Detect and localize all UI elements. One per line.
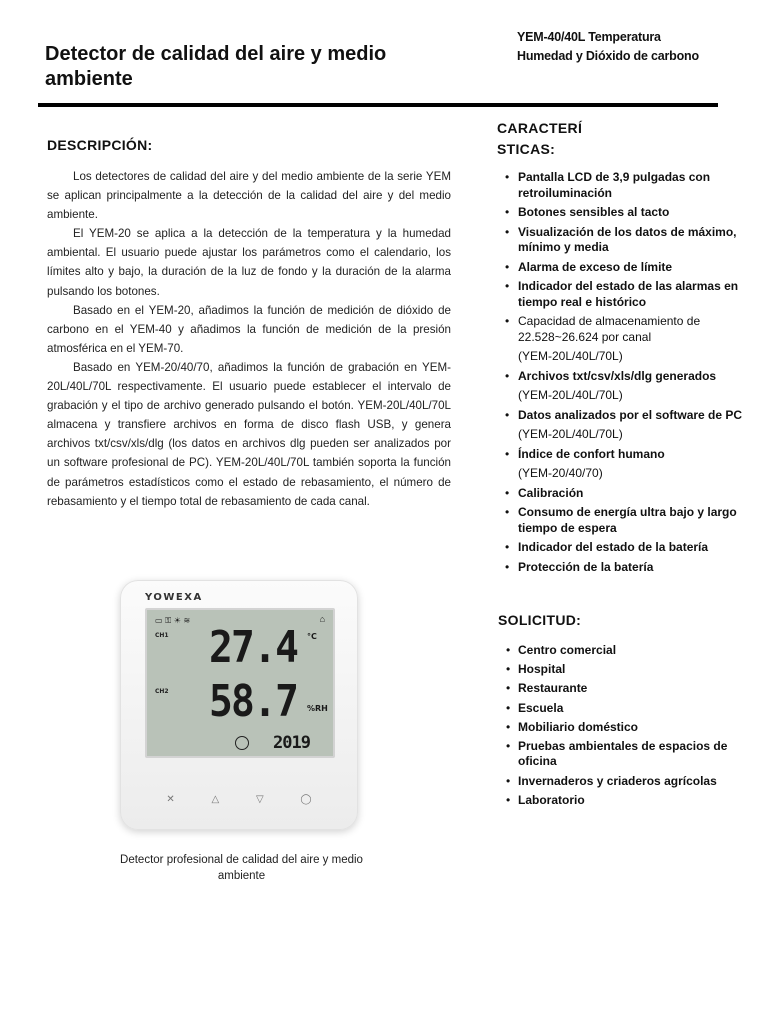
description-body xyxy=(47,167,451,511)
list-item: • Escuela xyxy=(506,700,564,715)
home-icon: ⌂ xyxy=(319,614,325,624)
description-paragraph: Basado en YEM-20/40/70, añadimos la función de grabación en YEM- 20L/40L/70L respectivamente. El usuario puede establecer el intervalo de grabación y el tipo de archivo generado pulsando el botón. YEM-20L/40L/70L almacena y transfiere archivos en forma de disco flash USB, y genera archivos txt/csv/xls/dlg (los datos en archivos dlg pueden ser analizados por un software profesional de PC). YEM-20L/40L/70L también soporta la función de parámetros estadísticos como el estado de rebasamiento, el número de rebasamiento y el tiempo total de rebasamiento de cada canal. xyxy=(47,360,451,508)
list-item: • Mobiliario doméstico xyxy=(506,719,639,734)
temperature-unit: °C xyxy=(307,632,317,641)
list-item: • Archivos txt/csv/xls/dlg generados (YEM-20L/40L/70L) xyxy=(505,368,717,402)
list-item: • Calibración xyxy=(505,485,584,500)
power-icon: ◯ xyxy=(300,794,312,805)
down-triangle-icon: ▽ xyxy=(255,794,264,805)
list-item: • Datos analizados por el software de PC (YEM-20L/40L/70L) xyxy=(505,407,743,441)
list-item: • Indicador del estado de la batería xyxy=(505,540,709,554)
close-icon: ✕ xyxy=(166,794,175,805)
temperature-reading: 27.4 xyxy=(209,622,298,673)
list-item: • Consumo de energía ultra bajo y largo tiempo de espera xyxy=(505,505,737,535)
device-lcd-screen xyxy=(145,608,335,758)
features-heading-line-2: STICAS: xyxy=(497,141,556,157)
model-line-2: Humedad y Dióxido de carbono xyxy=(517,49,699,63)
comfort-face-icon xyxy=(235,736,249,750)
list-item: • Invernaderos y criaderos agrícolas xyxy=(506,773,717,788)
lcd-status-icons: ▭ ⚿ ☀ ≋ xyxy=(155,616,191,625)
features-list xyxy=(505,170,750,579)
year-display: 2019 xyxy=(273,733,310,753)
list-item: • Laboratorio xyxy=(506,792,585,807)
list-item: • Alarma de exceso de límite xyxy=(505,259,673,274)
channel-1-label: CH1 xyxy=(155,632,169,639)
channel-2-label: CH2 xyxy=(155,688,169,695)
list-item: • Capacidad de almacenamiento de 22.528~26.624 por canal (YEM-20L/40L/70L) xyxy=(505,314,701,363)
device-photo xyxy=(120,580,358,830)
list-item: • Botones sensibles al tacto xyxy=(505,205,670,219)
list-item: • Visualización de los datos de máximo, mínimo y media xyxy=(505,224,737,254)
humidity-unit: %RH xyxy=(307,704,328,713)
header-divider xyxy=(38,103,718,107)
image-caption: Detector profesional de calidad del aire y medio ambiente xyxy=(120,854,363,882)
model-line-1: YEM-40/40L Temperatura xyxy=(517,30,661,44)
list-item: • Protección de la batería xyxy=(505,559,654,574)
list-item: • Pruebas ambientales de espacios de oficina xyxy=(506,738,728,769)
device-touch-buttons xyxy=(120,794,358,805)
model-header xyxy=(517,28,757,66)
description-heading: DESCRIPCIÓN: xyxy=(47,137,153,153)
applications-heading: SOLICITUD: xyxy=(498,612,582,628)
applications-list xyxy=(506,643,751,812)
document-title: Detector de calidad del aire y medio ambiente xyxy=(45,43,387,90)
features-heading xyxy=(497,118,617,160)
list-item: • Indicador del estado de las alarmas en tiempo real e histórico xyxy=(505,279,739,309)
list-item: • Restaurante xyxy=(506,681,588,696)
up-triangle-icon: △ xyxy=(211,794,220,805)
humidity-reading: 58.7 xyxy=(209,676,298,727)
list-item: • Índice de confort humano (YEM-20/40/70) xyxy=(505,446,665,480)
list-item: • Pantalla LCD de 3,9 pulgadas con retroiluminación xyxy=(505,170,711,200)
device-brand-logo: YOWEXA xyxy=(145,592,203,603)
description-paragraph: Los detectores de calidad del aire y del medio ambiente de la serie YEM se aplican principalmente a la detección de la calidad del aire y del medio ambiente. xyxy=(47,170,451,222)
features-heading-line-1: CARACTERÍ xyxy=(497,120,583,136)
list-item: • Centro comercial xyxy=(506,643,617,657)
list-item: • Hospital xyxy=(506,662,566,677)
description-paragraph: El YEM-20 se aplica a la detección de la temperatura y la humedad ambiental. El usuario puede ajustar los parámetros como el calendario, los límites alto y bajo, la duración de la luz de fondo y la duración de la alarma pulsando los botones. xyxy=(47,227,451,298)
description-paragraph: Basado en el YEM-20, añadimos la función de medición de dióxido de carbono en el YEM-40 y añadimos la función de medición de la presión atmosférica en el YEM-70. xyxy=(47,303,451,355)
